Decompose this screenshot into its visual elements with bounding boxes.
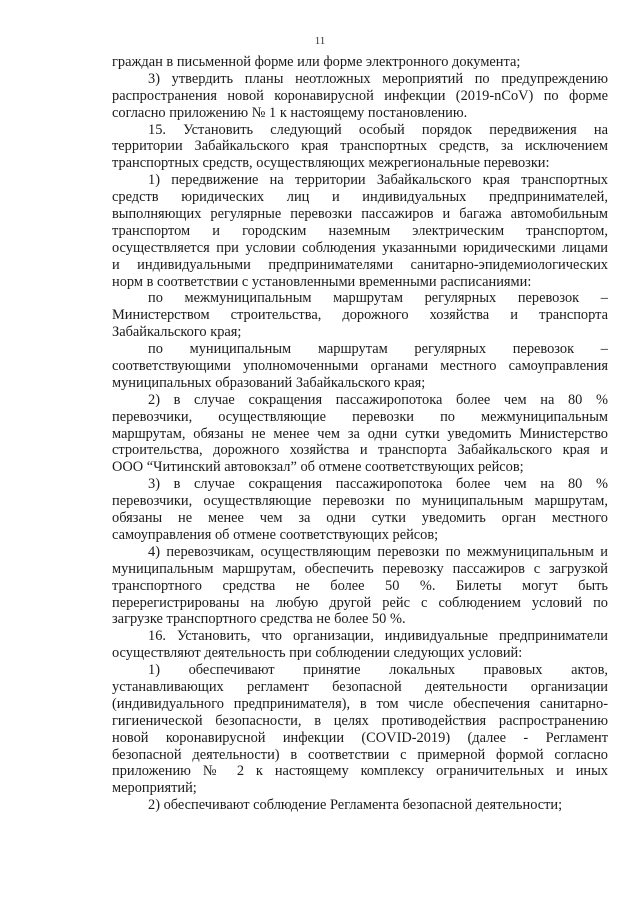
text-line: Министерством строительства, дорожного хозяйства и транспорта — [112, 307, 608, 324]
text-line: норм в соответствии с установленными временными расписаниями: — [112, 273, 532, 290]
text-line: выполняющих регулярные перевозки пассажиров и багажа автомобильным — [112, 206, 608, 223]
text-line: загрузке транспортного средства не более 50 %. — [112, 611, 406, 628]
text-line: перерегистрированы на любую другой рейс с соблюдением условий по — [112, 594, 608, 611]
text-line: по межмуниципальным маршрутам регулярных перевозок – — [148, 290, 608, 307]
text-line: маршрутам, обязаны не менее чем за одни сутки уведомить Министерство — [112, 425, 608, 442]
text-line: 1) обеспечивают принятие локальных правовых актов, — [148, 662, 608, 679]
text-line: муниципальных образований Забайкальского края; — [112, 374, 426, 391]
text-line: муниципальным маршрутам, обеспечить перевозку пассажиров с загрузкой — [112, 560, 608, 577]
text-line: 4) перевозчикам, осуществляющим перевозки по межмуниципальным и — [148, 543, 608, 560]
text-line: согласно приложению № 1 к настоящему постановлению. — [112, 104, 468, 121]
document-body — [112, 54, 608, 814]
text-line: 3) утвердить планы неотложных мероприятий по предупреждению — [148, 70, 608, 87]
text-line: ООО “Читинский автовокзал” об отмене соответствующих рейсов; — [112, 459, 524, 476]
text-line: и индивидуальными предпринимателями санитарно-эпидемиологических — [112, 256, 608, 273]
text-line: граждан в письменной форме или форме электронного документа; — [112, 54, 521, 70]
text-line: 1) передвижение на территории Забайкальского края транспортных — [148, 172, 608, 189]
page-number: 11 — [314, 35, 326, 47]
text-line: гигиенической безопасности, в целях противодействия распространению — [112, 712, 608, 729]
text-line: приложению № 2 к настоящему комплексу ограничительных и иных — [112, 763, 608, 780]
text-line: соответствующими уполномоченными органами местного самоуправления — [112, 358, 608, 375]
text-line: территории Забайкальского края транспортных средств, за исключением — [112, 138, 608, 155]
text-line: 3) в случае сокращения пассажиропотока более чем на 80 % — [148, 476, 608, 493]
text-line: транспортного средства не более 50 %. Билеты могут быть — [112, 577, 608, 594]
text-line: новой коронавирусной инфекции (COVID-2019) (далее - Регламент — [112, 729, 608, 746]
text-line: обязаны не менее чем за одни сутки уведомить орган местного — [112, 510, 608, 527]
text-line: устанавливающих регламент безопасной деятельности организации — [112, 678, 608, 695]
text-line: транспортных средств, осуществляющих межрегиональные перевозки: — [112, 155, 550, 172]
text-line: распространения новой коронавирусной инфекции (2019-nCoV) по форме — [112, 87, 608, 104]
text-line: по муниципальным маршрутам регулярных перевозок – — [148, 341, 608, 358]
text-line: 2) в случае сокращения пассажиропотока более чем на 80 % — [148, 391, 608, 408]
text-line: мероприятий; — [112, 780, 197, 797]
text-line: безопасной деятельности) в соответствии с примерной формой согласно — [112, 746, 608, 763]
text-line: 15. Установить следующий особый порядок передвижения на — [148, 121, 608, 138]
text-line: перевозчики, осуществляющие перевозки по межмуниципальным — [112, 408, 608, 425]
text-line: 2) обеспечивают соблюдение Регламента безопасной деятельности; — [148, 797, 563, 814]
text-line: перевозчики, осуществляющие перевозки по муниципальным маршрутам, — [112, 493, 608, 510]
text-line: осуществляют деятельность при соблюдении следующих условий: — [112, 645, 523, 662]
text-line: транспортом и городским наземным электрическим транспортом, — [112, 222, 608, 239]
text-line: осуществляется при условии соблюдения указанными юридическими лицами — [112, 239, 608, 256]
text-line: строительства, дорожного хозяйства и транспорта Забайкальского края и — [112, 442, 608, 459]
text-line: самоуправления об отмене соответствующих рейсов; — [112, 526, 439, 543]
text-line: средств юридических лиц и индивидуальных предпринимателей, — [112, 189, 608, 206]
text-line: 16. Установить, что организации, индивидуальные предприниматели — [148, 628, 608, 645]
text-line: Забайкальского края; — [112, 324, 242, 341]
text-line: (индивидуального предпринимателя), в том числе обеспечения санитарно- — [112, 695, 608, 712]
